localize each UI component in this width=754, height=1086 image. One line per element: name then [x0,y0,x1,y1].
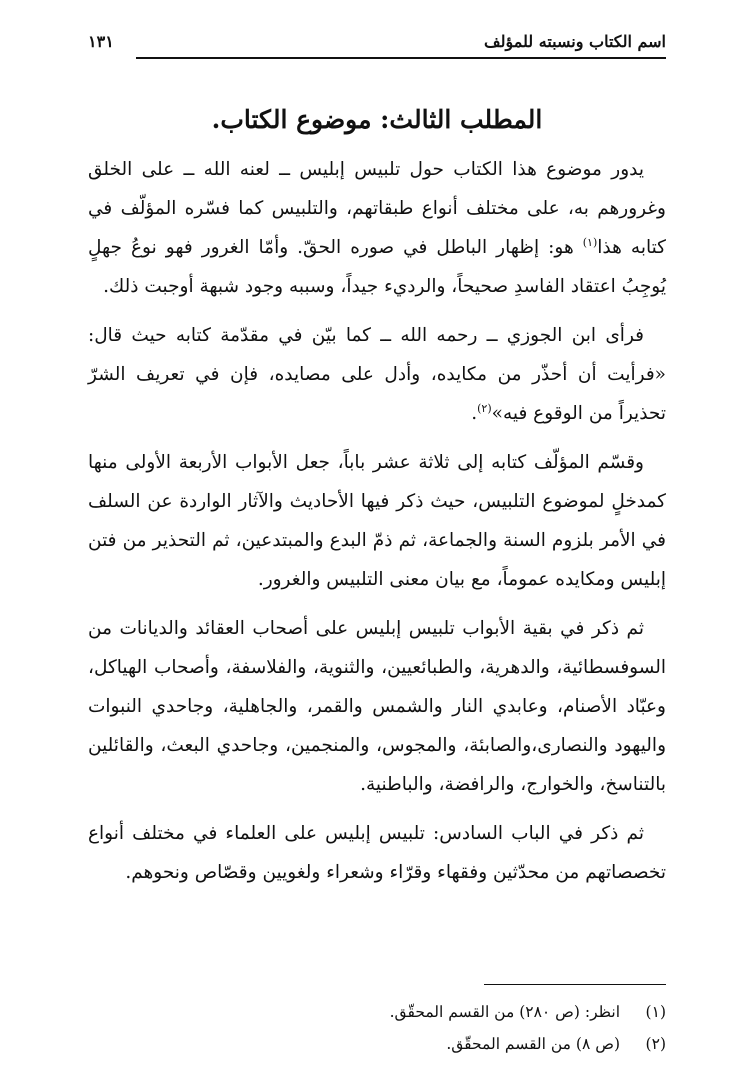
paragraph-2-text: فرأى ابن الجوزي ــ رحمه الله ــ كما بيّن في مقدّمة كتابه حيث قال: «فرأيت أن أحذّر من مكايده، وأدل على مصايده، فإن في تعريف الشرّ تحذيراً من الوقوع فيه» [88,325,666,424]
paragraph-2-end: . [471,403,478,424]
paragraph-1-continuation: هو: إظهار الباطل في صوره الحقّ. وأمّا الغرور فهو نوعُ جهلٍ يُوجِبُ اعتقاد الفاسدِ صحيحاً، والرديء جيداً، وسببه وجود شبهة أوجبت ذلك. [88,237,666,297]
body-text [88,150,666,902]
paragraph-4 [88,609,666,804]
footnote-rule [484,984,666,985]
footnote-text: انظر: (ص ٢٨٠) من القسم المحقّق. [389,1003,620,1021]
footnote-2 [88,1028,666,1060]
paragraph-4-text: ثم ذكر في بقية الأبواب تلبيس إبليس على أصحاب العقائد والديانات من السوفسطائية، والدهرية، والطبائعيين، والثنوية، والفلاسفة، وأصحاب الهياكل، وعبّاد الأصنام، وعابدي النار والشمس والقمر، والجاهلية، وجاحدي النبوات واليهود والنصارى،والصابئة، والمجوس، والمنجمين، وجاحدي البعث، والقائلين بالتناسخ، والخوارج، والرافضة، والباطنية. [88,618,666,795]
paragraph-1 [88,150,666,306]
running-title [476,32,666,51]
running-title-text: اسم الكتاب ونسبته للمؤلف [476,32,666,51]
paragraph-5-text: ثم ذكر في الباب السادس: تلبيس إبليس على العلماء في مختلف أنواع تخصصاتهم من محدّثين وفقهاء وقرّاء وشعراء ولغويين وقصّاص ونحوهم. [88,823,666,883]
footnote-number: (١) [645,1003,666,1021]
footnote-number: (٢) [645,1035,666,1053]
paragraph-2 [88,316,666,433]
header-rule [136,57,666,59]
footnote-text: (ص ٨) من القسم المحقّق. [446,1035,620,1053]
page-number: ١٣١ [88,32,114,51]
paragraph-3 [88,443,666,599]
footnotes [88,996,666,1060]
paragraph-1-text: يدور موضوع هذا الكتاب حول تلبيس إبليس ــ لعنه الله ــ على الخلق وغرورهم به، على مختلف أنواع طبقاتهم، والتلبيس كما فسّره المؤلّف في كتابه هذا [88,159,666,258]
paragraph-5 [88,814,666,892]
paragraph-3-text: وقسّم المؤلّف كتابه إلى ثلاثة عشر باباً، جعل الأبواب الأربعة الأولى منها كمدخلٍ لموضوع التلبيس، حيث ذكر فيها الأحاديث والآثار الواردة عن السلف في الأمر بلزوم السنة والجماعة، ثم ذمّ البدع والمبتدعين، ثم التحذير من فتن إبليس ومكايده عموماً، مع بيان معنى التلبيس والغرور. [88,452,666,590]
footnote-ref-1[interactable]: (١) [582,235,598,249]
footnote-ref-2[interactable]: (٢) [477,401,492,415]
running-header [88,30,666,64]
section-title: المطلب الثالث: موضوع الكتاب. [211,105,543,134]
footnote-1 [88,996,666,1028]
